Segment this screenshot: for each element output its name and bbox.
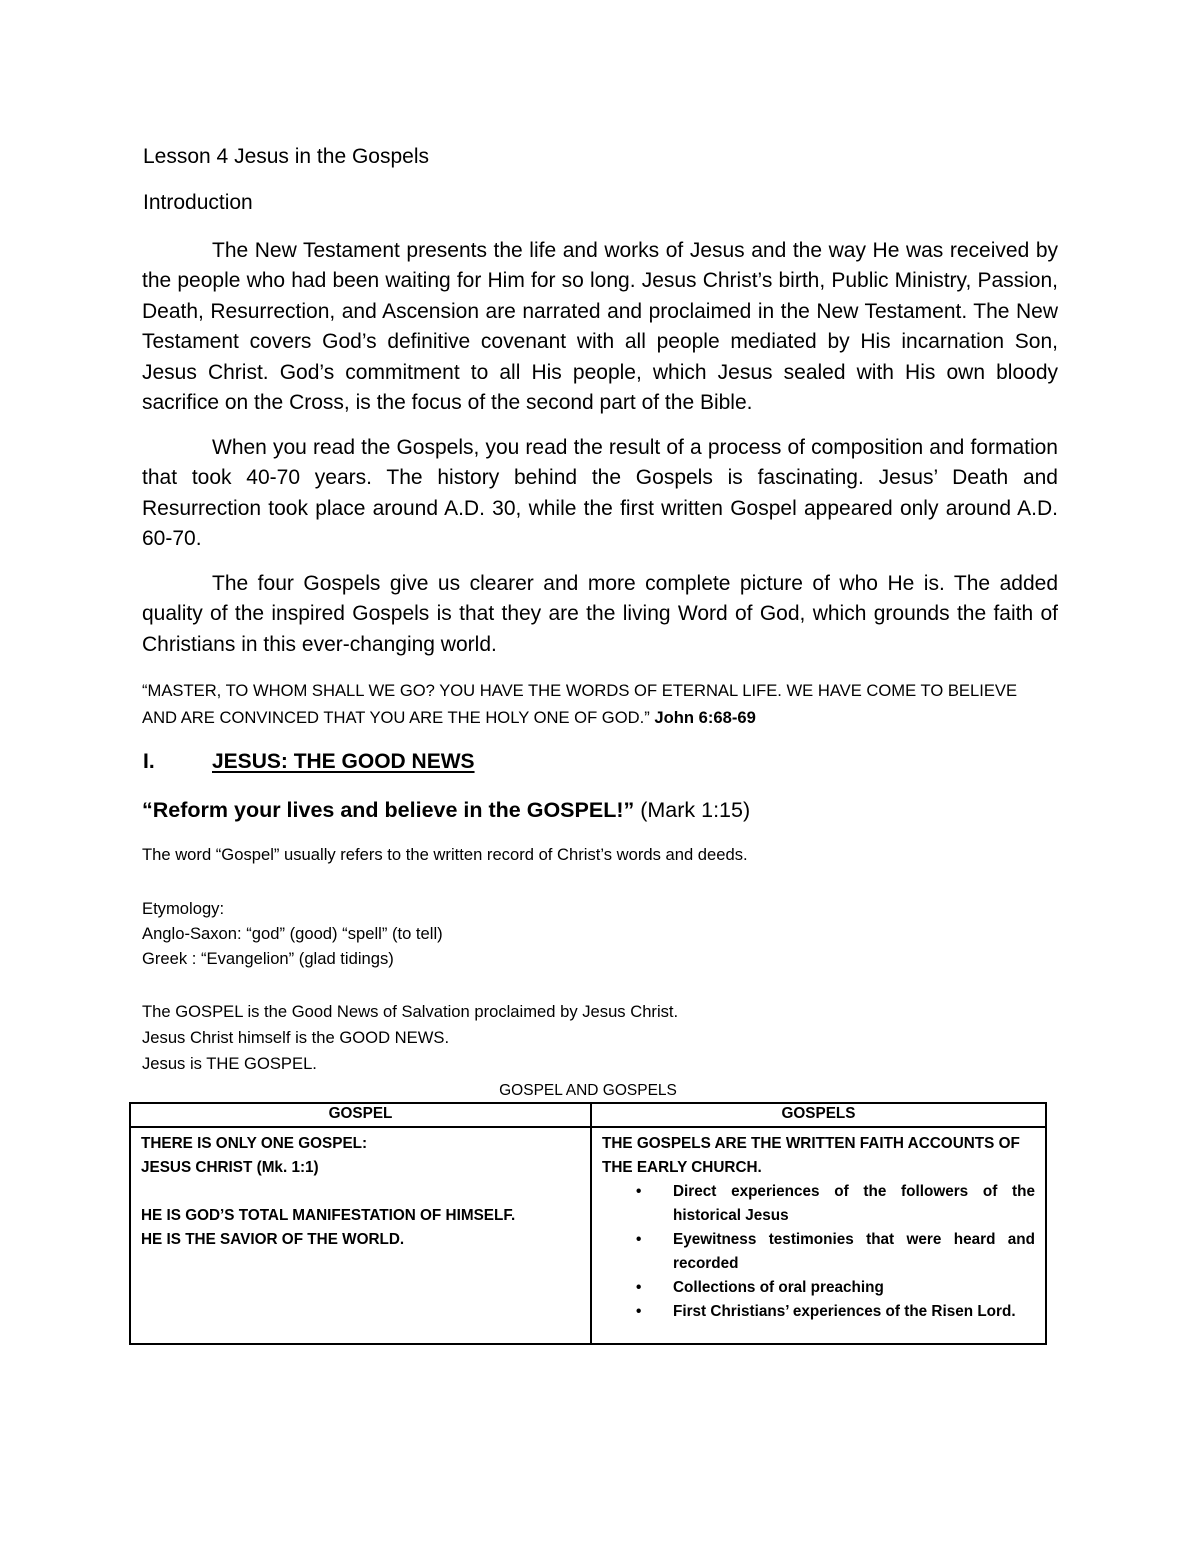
bullet-icon: • bbox=[636, 1183, 642, 1200]
lesson-title: Lesson 4 Jesus in the Gospels bbox=[143, 145, 430, 168]
list-item-text: Direct experiences of the followers of the historical Jesus bbox=[673, 1183, 1035, 1224]
jesus-good-news-line: Jesus Christ himself is the GOOD NEWS. bbox=[142, 1028, 450, 1047]
gospel-cell-line-4: HE IS THE SAVIOR OF THE WORLD. bbox=[141, 1231, 405, 1248]
list-item-text: First Christians’ experiences of the Risen Lord. bbox=[673, 1303, 1016, 1320]
table-header-row bbox=[130, 1103, 1046, 1127]
quote-text: “MASTER, TO WHOM SHALL WE GO? YOU HAVE THE WORDS OF ETERNAL LIFE. WE HAVE COME TO BELIEVE AND ARE CONVINCED THAT YOU ARE THE HOLY ONE OF GOD.” bbox=[142, 681, 1018, 727]
list-item bbox=[602, 1300, 1035, 1324]
section-title: JESUS: THE GOOD NEWS bbox=[212, 750, 475, 773]
table-header-gospels: GOSPELS bbox=[591, 1103, 1046, 1127]
bullet-icon: • bbox=[636, 1279, 642, 1296]
list-item-text: Eyewitness testimonies that were heard and recorded bbox=[673, 1231, 1035, 1272]
gospels-cell bbox=[591, 1127, 1046, 1344]
etymology-anglo-saxon: Anglo-Saxon: “god” (good) “spell” (to tell) bbox=[142, 924, 443, 943]
gospel-cell-line-3: HE IS GOD’S TOTAL MANIFESTATION OF HIMSELF. bbox=[141, 1207, 516, 1224]
jesus-the-gospel-line: Jesus is THE GOSPEL. bbox=[142, 1054, 317, 1073]
table-row bbox=[130, 1127, 1046, 1344]
etymology-label: Etymology: bbox=[142, 899, 225, 918]
section-number: I. bbox=[143, 750, 155, 773]
list-item bbox=[602, 1180, 1035, 1228]
list-item-text: Collections of oral preaching bbox=[673, 1279, 884, 1296]
gospel-cell bbox=[130, 1127, 591, 1344]
gospel-definition: The word “Gospel” usually refers to the written record of Christ’s words and deeds. bbox=[142, 845, 748, 864]
table-header-gospel: GOSPEL bbox=[130, 1103, 591, 1127]
list-item bbox=[602, 1228, 1035, 1276]
scripture-quote bbox=[142, 677, 1042, 731]
gospel-cell-spacer bbox=[141, 1180, 580, 1204]
etymology-greek: Greek : “Evangelion” (glad tidings) bbox=[142, 949, 394, 968]
gospel-good-news-line: The GOSPEL is the Good News of Salvation proclaimed by Jesus Christ. bbox=[142, 1002, 679, 1021]
gospel-cell-line-2: JESUS CHRIST (Mk. 1:1) bbox=[141, 1159, 319, 1176]
table-caption: GOSPEL AND GOSPELS bbox=[499, 1082, 677, 1099]
introduction-heading: Introduction bbox=[143, 191, 253, 214]
section-verse bbox=[142, 795, 750, 825]
bullet-icon: • bbox=[636, 1303, 642, 1320]
gospel-cell-line-1: THERE IS ONLY ONE GOSPEL: bbox=[141, 1135, 368, 1152]
bullet-icon: • bbox=[636, 1231, 642, 1248]
gospels-bullet-list bbox=[602, 1180, 1035, 1324]
intro-paragraph-3: The four Gospels give us clearer and more complete picture of who He is. The added quality of the inspired Gospels is that they are the living Word of God, which grounds the faith of Christians in this ever-changing world. bbox=[142, 572, 1058, 656]
intro-paragraph-1: The New Testament presents the life and works of Jesus and the way He was received by the people who had been waiting for Him for so long. Jesus Christ’s birth, Public Ministry, Passion, Death, Resurrection, and Ascension are narrated and proclaimed in the New Testament. The New Testament covers God’s definitive covenant with all people mediated by His incarnation Son, Jesus Christ. God’s commitment to all His people, which Jesus sealed with His own bloody sacrifice on the Cross, is the focus of the second part of the Bible. bbox=[142, 239, 1058, 415]
list-item bbox=[602, 1276, 1035, 1300]
verse-text: “Reform your lives and believe in the GOSPEL!” bbox=[142, 798, 635, 822]
quote-reference: John 6:68-69 bbox=[654, 708, 756, 727]
verse-reference: (Mark 1:15) bbox=[640, 798, 751, 822]
intro-paragraph-2: When you read the Gospels, you read the result of a process of composition and formation that took 40-70 years. The history behind the Gospels is fascinating. Jesus’ Death and Resurrection took place around A.D. 30, while the first written Gospel appeared only around A.D. 60-70. bbox=[142, 436, 1058, 551]
gospel-gospels-table bbox=[129, 1102, 1047, 1345]
gospels-cell-intro: THE GOSPELS ARE THE WRITTEN FAITH ACCOUNTS OF THE EARLY CHURCH. bbox=[602, 1135, 1020, 1176]
